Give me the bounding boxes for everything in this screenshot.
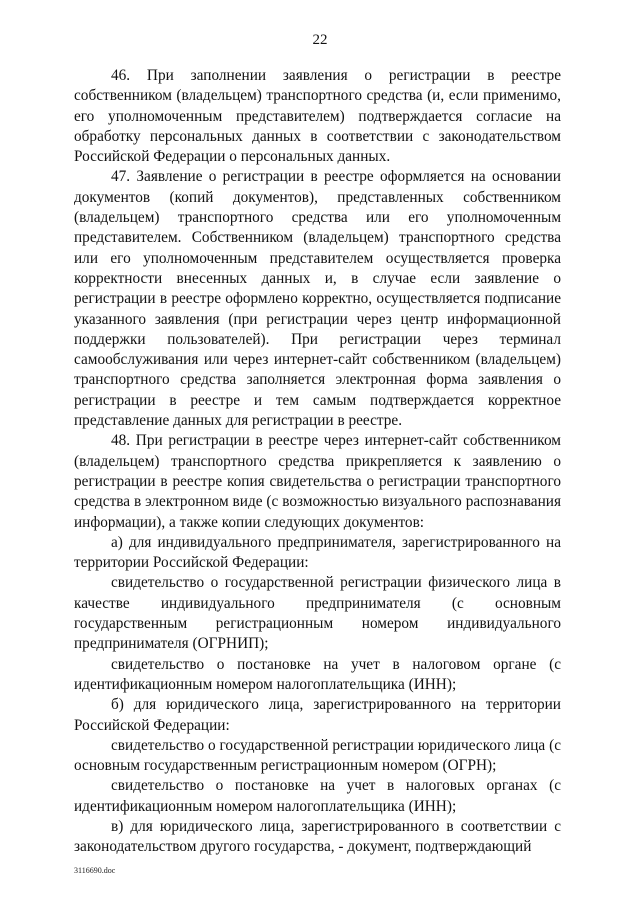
- page-number: 22: [312, 32, 328, 48]
- paragraph-46: 46. При заполнении заявления о регистрации в реестре собственником (владельцем) транспортного средства (и, если применимо, его уполномоченным представителем) подтверждается согласие на обработку персональных данных в соответствии с законодательством Российской Федерации о персональных данных.: [74, 67, 561, 166]
- paragraph-48: 48. При регистрации в реестре через интернет-сайт собственником (владельцем) транспортного средства прикрепляется к заявлению о регистрации в реестре копия свидетельства о регистрации транспортного средства в электронном виде (с возможностью визуального распознавания информации), а также копии следующих документов:: [74, 432, 561, 531]
- document-inn-entrepreneur: свидетельство о постановке на учет в налоговом органе (с идентификационным номером налогоплательщика (ИНН);: [74, 655, 561, 693]
- document-inn-legal-entity: свидетельство о постановке на учет в налоговых органах (с идентификационным номером налогоплательщика (ИНН);: [74, 777, 561, 815]
- subitem-v: в) для юридического лица, зарегистрированного в соответствии с законодательством другого государства, - документ, подтверждающий: [74, 817, 561, 856]
- footer-file-code: 3116690.doc: [74, 866, 116, 875]
- document-ogrnip: свидетельство о государственной регистрации физического лица в качестве индивидуального предпринимателя (с основным государственным регистрационным номером индивидуального предпринимателя (ОГРНИП);: [74, 574, 561, 653]
- paragraph-47: 47. Заявление о регистрации в реестре оформляется на основании документов (копий документов), представленных собственником (владельцем) транспортного средства или его уполномоченным представителем. Собственником (владельцем) транспортного средства или его уполномоченным представителем осуществляется проверка корректности внесенных данных и, в случае если заявление о регистрации в реестре оформлено корректно, осуществляется подписание указанного заявления (при регистрации через центр информационной поддержки пользователей). При регистрации через терминал самообслуживания или через интернет-сайт собственником (владельцем) транспортного средства заполняется электронная форма заявления о регистрации в реестре и тем самым подтверждается корректное представление данных для регистрации в реестре.: [74, 168, 561, 430]
- subitem-b: б) для юридического лица, зарегистрированного на территории Российской Федерации:: [74, 696, 561, 734]
- subitem-a: а) для индивидуального предпринимателя, зарегистрированного на территории Российской Федерации:: [74, 533, 561, 572]
- document-ogrn: свидетельство о государственной регистрации юридического лица (с основным государственным регистрационным номером (ОГРН);: [74, 736, 561, 775]
- document-body: [74, 66, 561, 858]
